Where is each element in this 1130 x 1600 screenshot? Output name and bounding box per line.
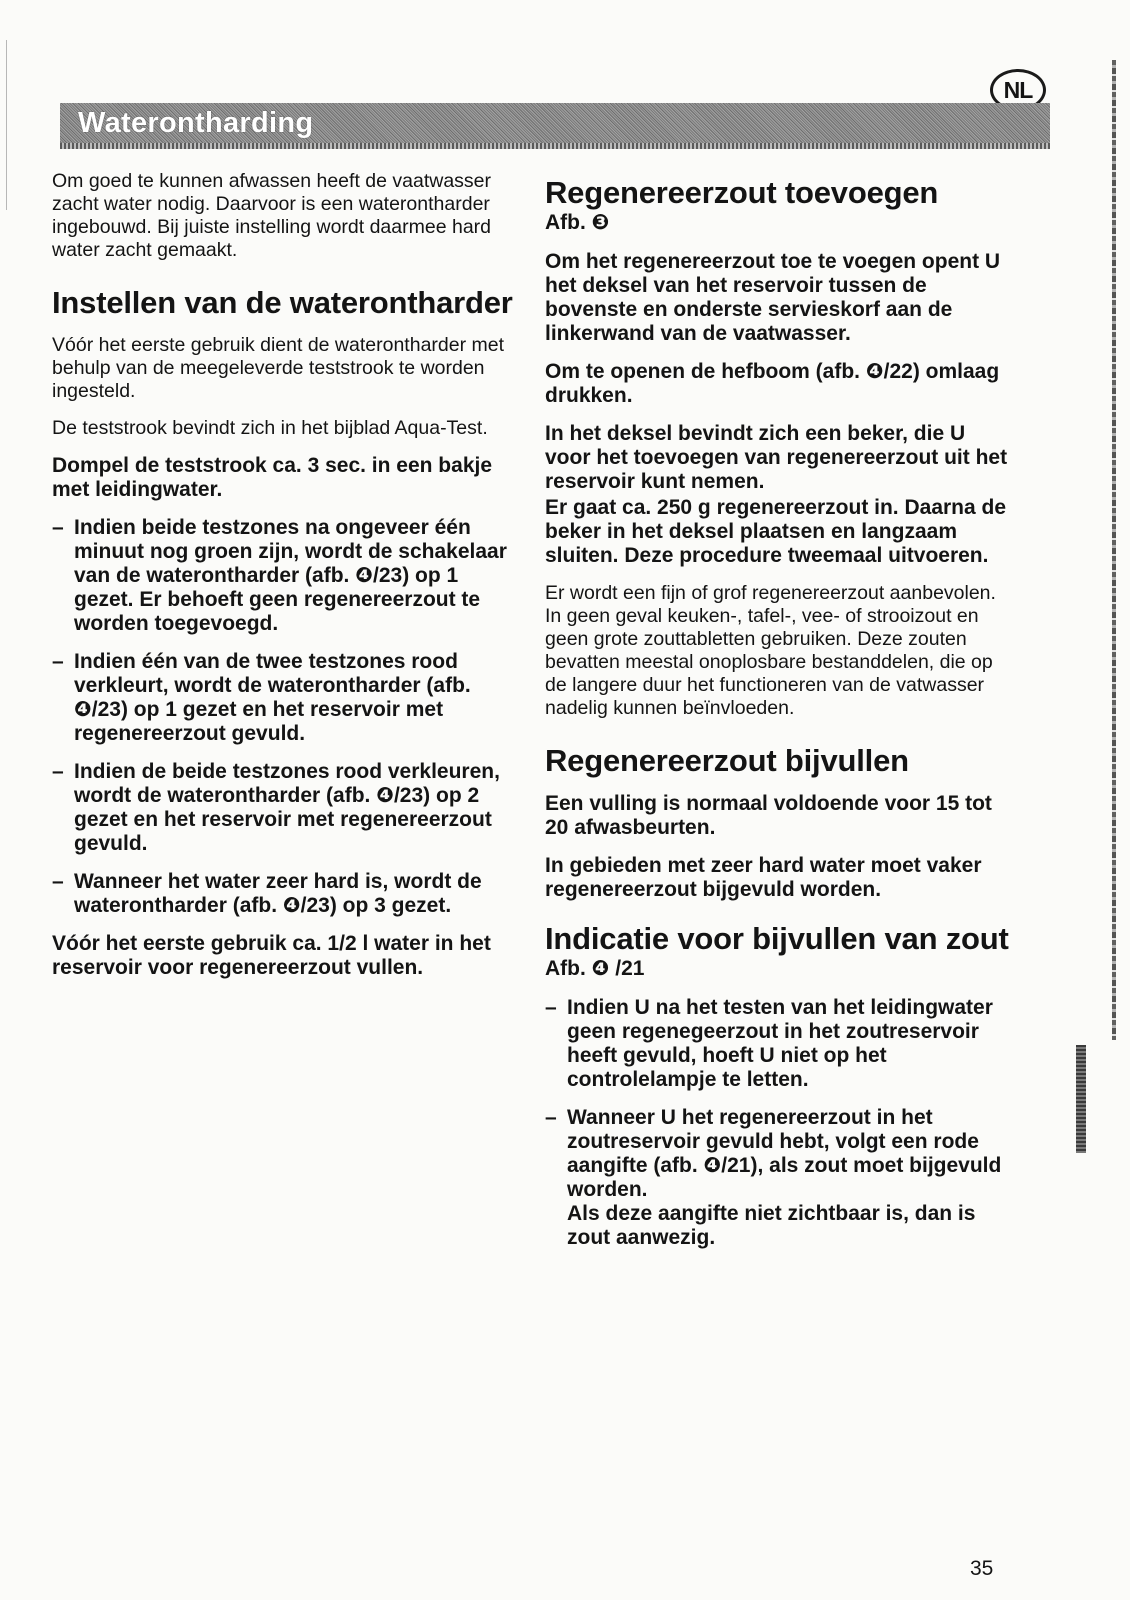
heading-toevoegen: Regenereerzout toevoegen bbox=[545, 175, 939, 210]
figure-reference: Afb. ❹ /21 bbox=[545, 957, 645, 980]
indicator-list bbox=[545, 996, 1015, 1250]
section-title: Waterontharding bbox=[78, 107, 314, 139]
language-badge: NL bbox=[990, 69, 1046, 111]
paragraph-hard-water: In gebieden met zeer hard water moet vaker regenereerzout bijgevuld worden. bbox=[545, 854, 982, 901]
list-item bbox=[545, 1106, 1015, 1250]
heading-indicatie: Indicatie voor bijvullen van zout bbox=[545, 921, 1009, 956]
figure-reference: Afb. ❸ bbox=[545, 211, 610, 234]
scan-edge-left bbox=[6, 40, 7, 210]
paragraph-openen: Om te openen de hefboom (afb. ❹/22) omlaag drukken. bbox=[545, 360, 1000, 407]
paragraph-zoutsoort: Er wordt een fijn of grof regenereerzout aanbevolen. In geen geval keuken-, tafel-, vee- of strooizout en geen grote zouttabletten gebruiken. Deze zouten bevatten meestal onoplosbare bestanddelen, die op de langere duur het functioneren van de vatwasser nadelig kunnen beïnvloeden. bbox=[545, 582, 996, 719]
right-column bbox=[545, 170, 1015, 1264]
list-item: – Indien U na het testen van het leidingwater geen regenegeerzout in het zoutreservoir heeft gevuld, hoeft U niet op het controlelampje te letten. bbox=[545, 996, 1015, 1092]
heading-instellen: Instellen van de waterontharder bbox=[52, 285, 513, 320]
section-header-bar bbox=[60, 103, 1050, 145]
paragraph-closing: Vóór het eerste gebruik ca. 1/2 l water in het reservoir voor regenereerzout vullen. bbox=[52, 932, 491, 979]
list-item-text: Als deze aangifte niet zichtbaar is, dan is zout aanwezig. bbox=[567, 1202, 976, 1249]
left-column bbox=[52, 170, 522, 994]
list-item: – Indien beide testzones na ongeveer één minuut nog groen zijn, wordt de schakelaar van de waterontharder (afb. ❹/23) op 1 gezet. Er behoeft geen regenereerzout te worden toegevoegd. bbox=[52, 516, 522, 636]
list-item-text: Wanneer U het regenereerzout in het zoutreservoir gevuld hebt, volgt een rode aangifte (afb. ❹/21), als zout moet bijgevuld worden. bbox=[567, 1106, 1002, 1201]
paragraph-hoeveelheid: Er gaat ca. 250 g regenereerzout in. Daarna de beker in het deksel plaatsen en langzaam sluiten. Deze procedure tweemaal uitvoeren. bbox=[545, 496, 1007, 567]
list-item: – Indien de beide testzones rood verkleuren, wordt de waterontharder (afb. ❹/23) op 2 gezet en het reservoir met regenereerzout gevuld. bbox=[52, 760, 522, 856]
instruction-list bbox=[52, 516, 522, 918]
paragraph-teststrook: De teststrook bevindt zich in het bijblad Aqua-Test. bbox=[52, 417, 488, 439]
scan-edge-right bbox=[1112, 60, 1116, 1040]
page-number: 35 bbox=[970, 1557, 994, 1580]
paragraph-toevoegen: Om het regenereerzout toe te voegen opent U het deksel van het reservoir tussen de bovenste en onderste servieskorf aan de linkerwand van de vaatwasser. bbox=[545, 250, 1001, 345]
paragraph-vulling: Een vulling is normaal voldoende voor 15 tot 20 afwasbeurten. bbox=[545, 792, 992, 839]
list-item: – Indien één van de twee testzones rood verkleurt, wordt de waterontharder (afb. ❹/23) op 1 gezet en het reservoir met regenereerzout gevuld. bbox=[52, 650, 522, 746]
scan-mark-right bbox=[1076, 1045, 1086, 1153]
paragraph-dompel: Dompel de teststrook ca. 3 sec. in een bakje met leidingwater. bbox=[52, 454, 493, 501]
heading-bijvullen: Regenereerzout bijvullen bbox=[545, 743, 909, 778]
intro-paragraph: Om goed te kunnen afwassen heeft de vaatwasser zacht water nodig. Daarvoor is een waterontharder ingebouwd. Bij juiste instelling wordt daarmee hard water zacht gemaakt. bbox=[52, 170, 492, 261]
list-item: – Wanneer het water zeer hard is, wordt de waterontharder (afb. ❹/23) op 3 gezet. bbox=[52, 870, 522, 918]
paragraph-beker: In het deksel bevindt zich een beker, die U voor het toevoegen van regenereerzout uit het reservoir kunt nemen. bbox=[545, 422, 1008, 493]
paragraph-eerste-gebruik: Vóór het eerste gebruik dient de waterontharder met behulp van de meegeleverde teststrook te worden ingesteld. bbox=[52, 334, 505, 402]
